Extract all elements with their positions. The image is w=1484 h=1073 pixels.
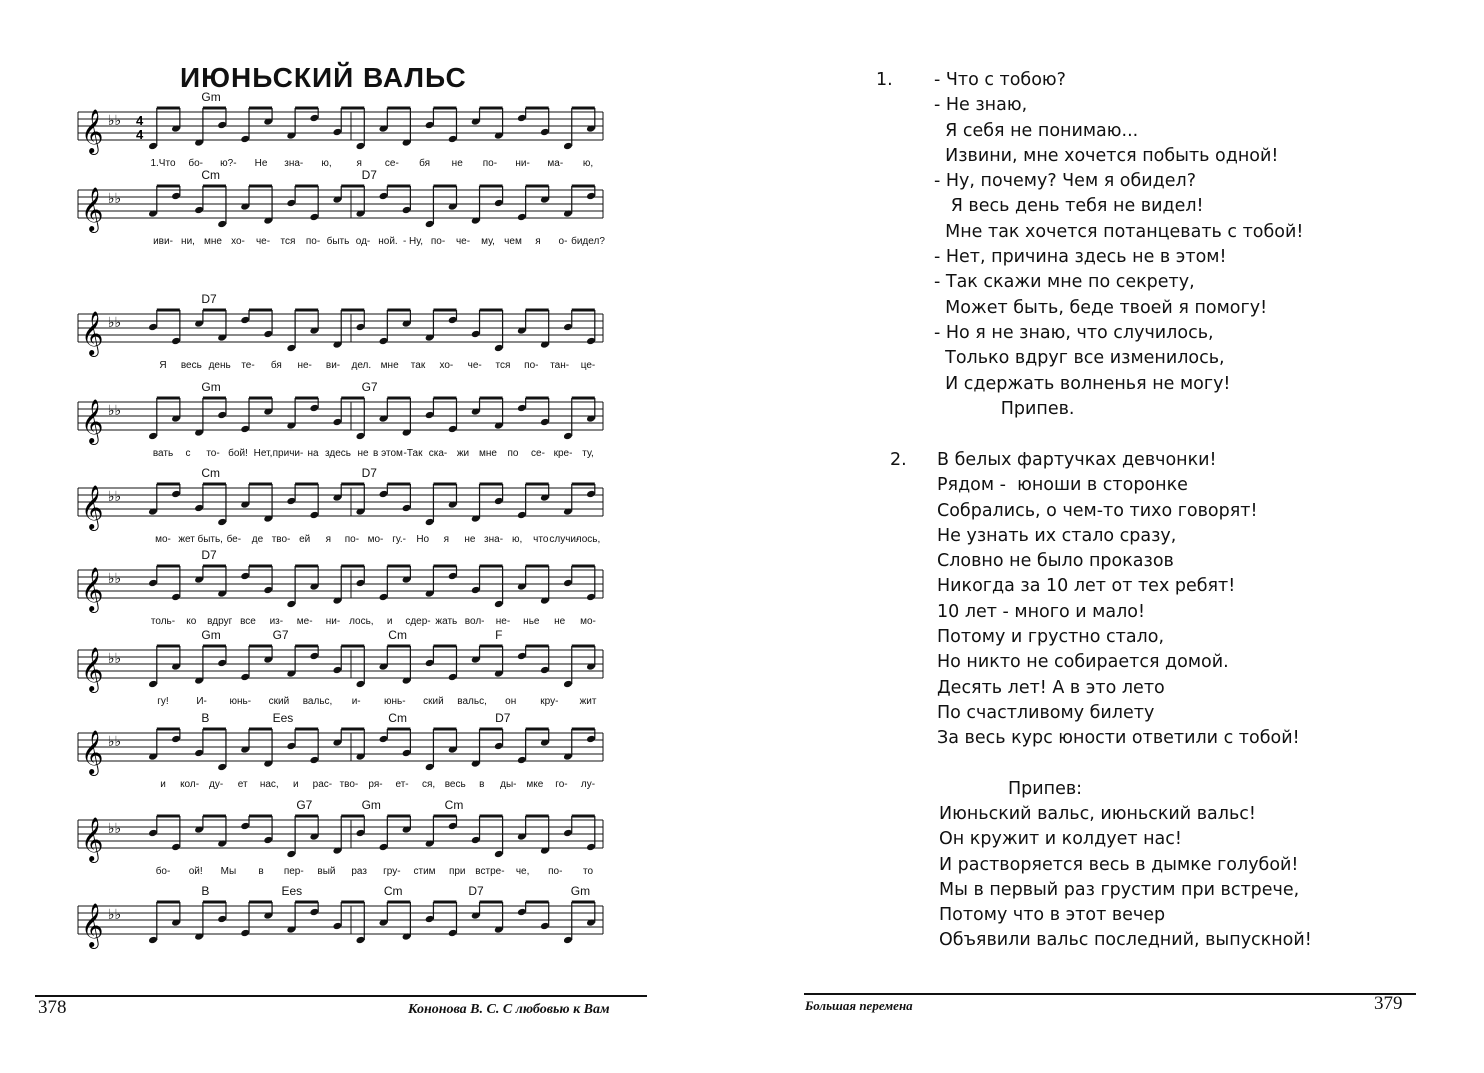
lyric-syllable: Не: [254, 158, 268, 169]
verse-1-line: - Нет, причина здесь не в этом!: [934, 247, 1227, 268]
lyric-syllable: че-: [467, 360, 482, 371]
lyric-syllable: вальс,: [457, 696, 487, 707]
lyric-syllable: и: [160, 779, 166, 790]
chorus-line: И растворяется весь в дымке голубой!: [939, 854, 1299, 875]
lyric-syllable: те-: [241, 360, 255, 371]
verse-1-line: Только вдруг все изменилось,: [934, 348, 1225, 369]
lyric-syllable: ет: [237, 779, 248, 790]
lyric-syllable: гу!: [157, 696, 169, 707]
lyric-syllable: в: [258, 866, 264, 877]
chord-symbol: Ees: [281, 884, 303, 898]
chord-symbol: B: [201, 711, 210, 725]
time-signature: 4: [136, 113, 144, 128]
key-signature-flat-icon: ♭♭: [108, 315, 122, 331]
chord-symbol: D7: [201, 292, 217, 306]
staff-system: [78, 466, 603, 545]
lyric-syllable: встре-: [475, 866, 505, 877]
lyric-syllable: по-: [482, 158, 498, 169]
lyric-syllable: быть,: [197, 534, 223, 545]
chorus-line: Потому что в этот вечер: [939, 905, 1166, 926]
lyric-syllable: че-: [255, 236, 271, 247]
lyric-syllable: ский: [268, 696, 290, 707]
lyric-syllable: ет-: [395, 779, 409, 790]
lyric-syllable: гру-: [383, 866, 401, 877]
verse-2-line: За весь курс юности ответили с тобой!: [937, 728, 1300, 749]
lyric-syllable: не: [554, 616, 566, 627]
lyric-syllable: лу-: [580, 779, 596, 790]
lyric-syllable: бой!: [228, 448, 248, 459]
chorus-line: Июньский вальс, июньский вальс!: [939, 804, 1256, 824]
lyric-syllable: ни-: [325, 616, 341, 627]
lyric-syllable: ой!: [188, 866, 203, 877]
key-signature-flat-icon: ♭♭: [108, 734, 122, 750]
song-title: ИЮНЬСКИЙ ВАЛЬС: [180, 62, 467, 93]
key-signature-flat-icon: ♭♭: [108, 821, 122, 837]
lyric-syllable: вдруг: [207, 616, 233, 627]
lyric-syllable: бя: [270, 360, 282, 371]
lyric-syllable: се-: [384, 158, 399, 169]
lyric-syllable: тся: [280, 236, 296, 247]
chord-symbol: D7: [468, 884, 484, 898]
lyric-syllable: рас-: [312, 779, 333, 790]
lyric-syllable: ю,: [512, 534, 523, 545]
staff-system: [78, 548, 603, 627]
lyric-syllable: весь: [180, 360, 202, 371]
lyric-syllable: не-: [495, 616, 511, 627]
lyric-syllable: це-: [580, 360, 596, 371]
lyric-syllable: и: [386, 616, 393, 627]
lyric-syllable: дел.: [351, 360, 372, 371]
verse-1-line: И сдержать волненья не могу!: [934, 373, 1231, 394]
lyric-syllable: од-: [355, 236, 371, 247]
lyric-syllable: мо-: [580, 616, 596, 627]
chord-symbol: F: [495, 628, 503, 642]
staff-system: [78, 628, 603, 707]
lyric-syllable: се-: [531, 448, 545, 459]
lyric-syllable: хо-: [439, 360, 454, 371]
key-signature-flat-icon: ♭♭: [108, 651, 122, 667]
lyric-syllable: зна-: [484, 534, 504, 545]
lyric-syllable: ды-: [500, 779, 517, 790]
lyric-syllable: 1.Что: [150, 158, 176, 169]
chord-symbol: D7: [201, 548, 217, 562]
verse-2-line: Собрались, о чем-то тихо говорят!: [937, 500, 1258, 521]
lyric-syllable: че,: [515, 866, 530, 877]
lyric-syllable: чем: [504, 236, 522, 247]
lyric-syllable: и: [293, 779, 299, 790]
lyric-syllable: мне: [380, 360, 399, 371]
treble-clef-icon: 𝄞: [81, 567, 104, 611]
lyric-syllable: мне: [204, 236, 222, 247]
chord-symbol: D7: [495, 711, 511, 725]
lyric-syllable: в этом: [373, 448, 403, 459]
right-page: [742, 0, 1484, 1073]
lyric-syllable: вать: [152, 448, 174, 459]
chord-symbol: Cm: [201, 466, 221, 480]
chord-symbol: D7: [361, 168, 377, 182]
lyric-syllable: не-: [297, 360, 312, 371]
lyric-syllable: и-: [351, 696, 361, 707]
verse-1-line: Припев.: [934, 398, 1075, 419]
verse-1-line: - Так скажи мне по секрету,: [934, 272, 1195, 293]
lyric-syllable: ря-: [368, 779, 383, 790]
lyric-syllable: по-: [548, 866, 563, 877]
verse-2-line: Не узнать их стало сразу,: [937, 525, 1177, 546]
verse-1-line: - Не знаю,: [934, 95, 1028, 116]
lyric-syllable: я: [443, 534, 450, 545]
verse-2: [937, 448, 1300, 752]
chorus-line: Мы в первый раз грустим при встрече,: [939, 879, 1300, 900]
lyric-syllable: день: [208, 360, 231, 371]
chord-symbol: Cm: [388, 628, 407, 642]
staff-system: [78, 798, 603, 877]
chord-symbol: Cm: [201, 168, 221, 182]
chord-symbol: G7: [272, 628, 289, 642]
staff-system: [78, 711, 603, 790]
lyric-syllable: тся: [495, 360, 511, 371]
chorus: [939, 802, 1312, 954]
staff-system: [78, 380, 603, 459]
lyric-syllable: жать: [435, 616, 458, 627]
key-signature-flat-icon: ♭♭: [108, 403, 122, 419]
verse-2-line: Десять лет! А в это лето: [937, 677, 1165, 698]
lyric-syllable: че-: [455, 236, 471, 247]
verse-2-line: 10 лет - много и мало!: [937, 601, 1146, 622]
lyric-syllable: из-: [269, 616, 284, 627]
lyric-syllable: ся,: [422, 779, 436, 790]
lyric-syllable: лось,: [349, 616, 374, 627]
lyric-syllable: ю?-: [220, 158, 237, 169]
lyric-syllable: при: [448, 866, 466, 877]
lyric-syllable: не: [357, 448, 369, 459]
lyric-syllable: бидел?: [571, 236, 605, 247]
chord-symbol: Gm: [361, 798, 381, 812]
chord-symbol: Gm: [201, 628, 221, 642]
verse-2-line: Потому и грустно стало,: [937, 627, 1165, 648]
lyric-syllable: вальс,: [302, 696, 333, 707]
right-page-number: 379: [1374, 993, 1403, 1014]
chord-symbol: Cm: [444, 798, 464, 812]
lyric-syllable: хо-: [231, 236, 245, 247]
lyric-syllable: де: [251, 534, 264, 545]
lyric-syllable: то: [582, 866, 594, 877]
chord-symbol: Gm: [201, 380, 221, 394]
lyric-syllable: он: [505, 696, 517, 707]
staff-system: [78, 90, 603, 169]
lyric-syllable: по-: [430, 236, 446, 247]
lyric-syllable: я: [535, 236, 541, 247]
lyric-syllable: о-: [558, 236, 568, 247]
lyric-syllable: ко: [186, 616, 197, 627]
lyric-syllable: ду-: [209, 779, 224, 790]
lyric-syllable: - Ну,: [402, 236, 424, 247]
lyric-syllable: мне: [479, 448, 497, 459]
lyric-syllable: бо-: [155, 866, 171, 877]
verse-1-line: Может быть, беде твоей я помогу!: [934, 297, 1268, 318]
lyric-syllable: юнь-: [384, 696, 406, 707]
lyric-syllable: зна-: [284, 158, 304, 169]
lyric-syllable: -Так: [403, 448, 423, 459]
lyric-syllable: по-: [524, 360, 539, 371]
key-signature-flat-icon: ♭♭: [108, 113, 122, 129]
chord-symbol: D7: [361, 466, 377, 480]
lyric-syllable: Нет,: [253, 448, 273, 459]
verse-1-line: - Но я не знаю, что случилось,: [934, 322, 1214, 343]
lyric-syllable: весь: [444, 779, 466, 790]
treble-clef-icon: 𝄞: [81, 485, 104, 529]
lyric-syllable: го-: [555, 779, 568, 790]
lyric-syllable: кол-: [180, 779, 200, 790]
lyric-syllable: ей: [299, 534, 311, 545]
treble-clef-icon: 𝄞: [81, 903, 104, 947]
lyric-syllable: Но: [416, 534, 430, 545]
chord-symbol: Ees: [272, 711, 294, 725]
chord-symbol: G7: [296, 798, 313, 812]
lyric-syllable: ни-: [515, 158, 530, 169]
lyric-syllable: по-: [305, 236, 321, 247]
lyric-syllable: вый: [317, 866, 336, 877]
lyric-syllable: И-: [196, 696, 207, 707]
verse-2-line: Словно не было проказов: [937, 551, 1174, 572]
left-page-number: 378: [38, 997, 67, 1018]
lyric-syllable: мо-: [155, 534, 171, 545]
verse-2-line: Но никто не собирается домой.: [937, 652, 1229, 673]
verse-1-line: - Что с тобою?: [934, 70, 1066, 90]
lyric-syllable: толь-: [150, 616, 176, 627]
lyric-syllable: кре-: [553, 448, 573, 459]
lyric-syllable: ский: [423, 696, 444, 707]
treble-clef-icon: 𝄞: [81, 109, 104, 153]
treble-clef-icon: 𝄞: [81, 399, 104, 443]
lyric-syllable: стим: [413, 866, 436, 877]
verse-1-line: Мне так хочется потанцевать с тобой!: [934, 221, 1304, 242]
chord-symbol: G7: [361, 380, 378, 394]
key-signature-flat-icon: ♭♭: [108, 191, 122, 207]
verse-1-line: Я весь день тебя не видел!: [934, 196, 1204, 217]
lyric-syllable: жит: [579, 696, 597, 707]
lyric-syllable: юнь-: [229, 696, 252, 707]
lyric-syllable: гу.-: [392, 534, 406, 545]
treble-clef-icon: 𝄞: [81, 817, 104, 861]
lyric-syllable: бе-: [226, 534, 242, 545]
right-footer-rule: [804, 993, 1416, 995]
lyric-syllable: ю,: [321, 158, 332, 169]
lyric-syllable: ту,: [582, 448, 594, 459]
lyric-syllable: с: [185, 448, 191, 459]
verse-2-line: В белых фартучках девчонки!: [937, 450, 1217, 470]
verse-1-line: - Ну, почему? Чем я обидел?: [934, 171, 1197, 192]
treble-clef-icon: 𝄞: [81, 647, 104, 691]
treble-clef-icon: 𝄞: [81, 311, 104, 355]
lyric-syllable: мо-: [367, 534, 384, 545]
lyric-syllable: му,: [481, 236, 495, 247]
chorus-line: Он кружит и колдует нас!: [939, 829, 1182, 850]
treble-clef-icon: 𝄞: [81, 730, 104, 774]
key-signature-flat-icon: ♭♭: [108, 571, 122, 587]
left-running-title: Кононова В. С. С любовью к Вам: [408, 1002, 610, 1017]
lyric-syllable: тан-: [550, 360, 570, 371]
lyric-syllable: все: [240, 616, 256, 627]
chord-symbol: B: [201, 884, 210, 898]
lyric-syllable: не: [464, 534, 476, 545]
lyric-syllable: вол-: [464, 616, 485, 627]
verse-2-line: Никогда за 10 лет от тех ребят!: [937, 576, 1236, 597]
lyric-syllable: Я: [159, 360, 167, 371]
verse-1-line: Я себя не понимаю...: [934, 120, 1139, 141]
key-signature-flat-icon: ♭♭: [108, 489, 122, 505]
lyric-syllable: что: [533, 534, 549, 545]
lyric-syllable: по: [507, 448, 519, 459]
treble-clef-icon: 𝄞: [81, 187, 104, 231]
lyric-syllable: по-: [344, 534, 360, 545]
verse-2-line: По счастливому билету: [937, 702, 1155, 723]
staff-system: [78, 884, 603, 949]
chord-symbol: Cm: [383, 884, 403, 898]
lyric-syllable: причи-: [272, 448, 304, 459]
lyric-syllable: я: [325, 534, 331, 545]
lyric-syllable: кру-: [540, 696, 559, 707]
lyric-syllable: нас,: [259, 779, 279, 790]
lyric-syllable: жи: [456, 448, 470, 459]
lyric-syllable: я: [356, 158, 362, 169]
lyric-syllable: жет: [178, 534, 195, 545]
lyric-syllable: ни,: [181, 236, 195, 247]
sheet-music-score: [70, 88, 610, 968]
lyric-syllable: так: [410, 360, 426, 371]
key-signature-flat-icon: ♭♭: [108, 907, 122, 923]
chord-symbol: Cm: [388, 711, 407, 725]
chorus-heading: Припев:: [1008, 779, 1083, 799]
lyric-syllable: лось,: [575, 534, 601, 545]
lyric-syllable: тво-: [339, 779, 359, 790]
verse-1-number: 1.: [876, 70, 893, 90]
lyric-syllable: ме-: [296, 616, 313, 627]
verse-1: [934, 68, 1303, 422]
lyric-syllable: быть: [326, 236, 350, 247]
time-signature: 4: [136, 127, 144, 142]
lyric-syllable: Мы: [220, 866, 237, 877]
lyric-syllable: на: [307, 448, 319, 459]
lyric-syllable: сдер-: [405, 616, 431, 627]
staff-system: [78, 292, 603, 371]
lyric-syllable: ной.: [378, 236, 398, 247]
lyric-syllable: случи-: [549, 534, 580, 545]
verse-2-line: Рядом - юноши в сторонке: [937, 475, 1188, 496]
lyric-syllable: бя: [419, 158, 431, 169]
lyric-syllable: ска-: [428, 448, 448, 459]
lyric-syllable: в: [479, 779, 485, 790]
lyric-syllable: тво-: [271, 534, 291, 545]
chorus-line: Объявили вальс последний, выпускной!: [939, 930, 1312, 951]
lyric-syllable: здесь: [325, 448, 351, 459]
lyric-syllable: иви-: [153, 236, 173, 247]
lyric-syllable: ви-: [325, 360, 341, 371]
lyric-syllable: то-: [206, 448, 220, 459]
lyric-syllable: бо-: [188, 158, 204, 169]
lyric-syllable: раз: [351, 866, 367, 877]
right-running-title: Большая перемена: [805, 998, 913, 1013]
lyric-syllable: мке: [526, 779, 544, 790]
verse-1-line: Извини, мне хочется побыть одной!: [934, 145, 1279, 166]
lyric-syllable: пер-: [283, 866, 304, 877]
chord-symbol: Gm: [201, 90, 221, 104]
lyric-syllable: нье: [523, 616, 540, 627]
lyric-syllable: ю,: [582, 158, 594, 169]
lyric-syllable: не: [451, 158, 463, 169]
chord-symbol: Gm: [570, 884, 591, 898]
verse-2-number: 2.: [890, 450, 907, 470]
lyric-syllable: ма-: [547, 158, 564, 169]
staff-system: [78, 168, 605, 247]
left-footer-rule: [35, 995, 647, 997]
